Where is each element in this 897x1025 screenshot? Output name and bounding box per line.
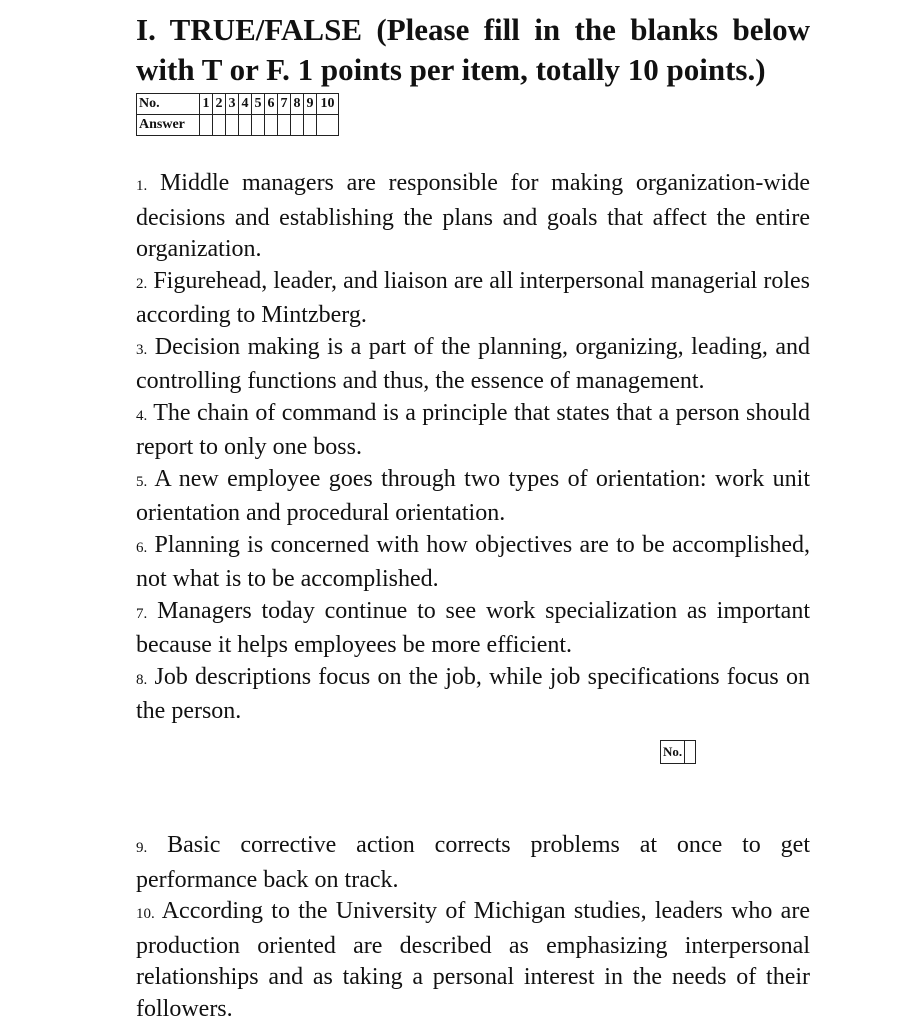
exam-page [136,10,811,1022]
question-item [136,530,810,596]
question-number: 8. [136,671,148,688]
answer-table [136,93,339,136]
question-text: Middle managers are responsible for making organization-wide decisions and establishing the plans and goals that affect the entire organization. [136,170,811,262]
question-item [136,896,810,1025]
page-number-box [660,740,810,764]
question-list-continued [136,830,810,1025]
question-number: 5. [136,473,148,490]
question-number: 10. [136,906,155,922]
answer-table-answer-label: Answer [137,115,200,136]
question-item [136,398,810,464]
answer-table-col-9: 9 [304,94,317,115]
answer-blank-8[interactable] [291,115,304,136]
answer-table-answer-row [137,115,339,136]
answer-table-col-1: 1 [200,94,213,115]
question-text: Decision making is a part of the planning, organizing, leading, and controlling functions and thus, the essence of management. [136,333,810,394]
question-item [136,266,810,332]
answer-table-col-3: 3 [226,94,239,115]
answer-blank-1[interactable] [200,115,213,136]
question-text: Basic corrective action corrects problems at once to get performance back on track. [136,832,810,893]
page-number-label: No. [661,740,685,763]
question-list [136,168,810,728]
answer-table-col-7: 7 [278,94,291,115]
question-item [136,662,810,728]
question-number: 3. [136,341,148,358]
question-number: 7. [136,605,148,622]
answer-blank-7[interactable] [278,115,291,136]
question-item [136,332,810,398]
question-text: Figurehead, leader, and liaison are all interpersonal managerial roles according to Mintzberg. [136,267,810,328]
question-number: 1. [136,178,148,194]
answer-blank-2[interactable] [213,115,226,136]
answer-table-col-10: 10 [317,94,339,115]
answer-blank-5[interactable] [252,115,265,136]
question-text: According to the University of Michigan studies, leaders who are production oriented are described as emphasizing interpersonal relationships and as taking a personal interest in the needs of their followers. [136,898,810,1022]
answer-table-col-4: 4 [239,94,252,115]
answer-table-col-8: 8 [291,94,304,115]
question-item [136,464,810,530]
question-number: 9. [136,840,148,856]
question-item [136,168,810,266]
page-number-blank[interactable] [685,740,696,763]
question-text: The chain of command is a principle that states that a person should report to only one boss. [136,399,810,460]
question-item [136,830,810,896]
question-text: A new employee goes through two types of orientation: work unit orientation and procedural orientation. [136,465,810,526]
answer-table-no-label: No. [137,94,200,115]
question-text: Managers today continue to see work specialization as important because it helps employees be more efficient. [136,597,810,658]
section-heading: I. TRUE/FALSE (Please fill in the blanks below with T or F. 1 points per item, totally 10 points.) [136,12,810,87]
answer-blank-9[interactable] [304,115,317,136]
answer-table-col-2: 2 [213,94,226,115]
question-number: 2. [136,275,148,292]
page-number-table [660,740,696,764]
question-text: Planning is concerned with how objectives are to be accomplished, not what is to be accomplished. [136,531,810,592]
answer-blank-10[interactable] [317,115,339,136]
answer-table-number-row [137,94,339,115]
question-text: Job descriptions focus on the job, while job specifications focus on the person. [136,663,811,724]
question-number: 6. [136,539,148,556]
question-item [136,596,810,662]
answer-table-col-5: 5 [252,94,265,115]
answer-table-col-6: 6 [265,94,278,115]
answer-blank-4[interactable] [239,115,252,136]
answer-blank-6[interactable] [265,115,278,136]
answer-blank-3[interactable] [226,115,239,136]
question-number: 4. [136,407,148,424]
